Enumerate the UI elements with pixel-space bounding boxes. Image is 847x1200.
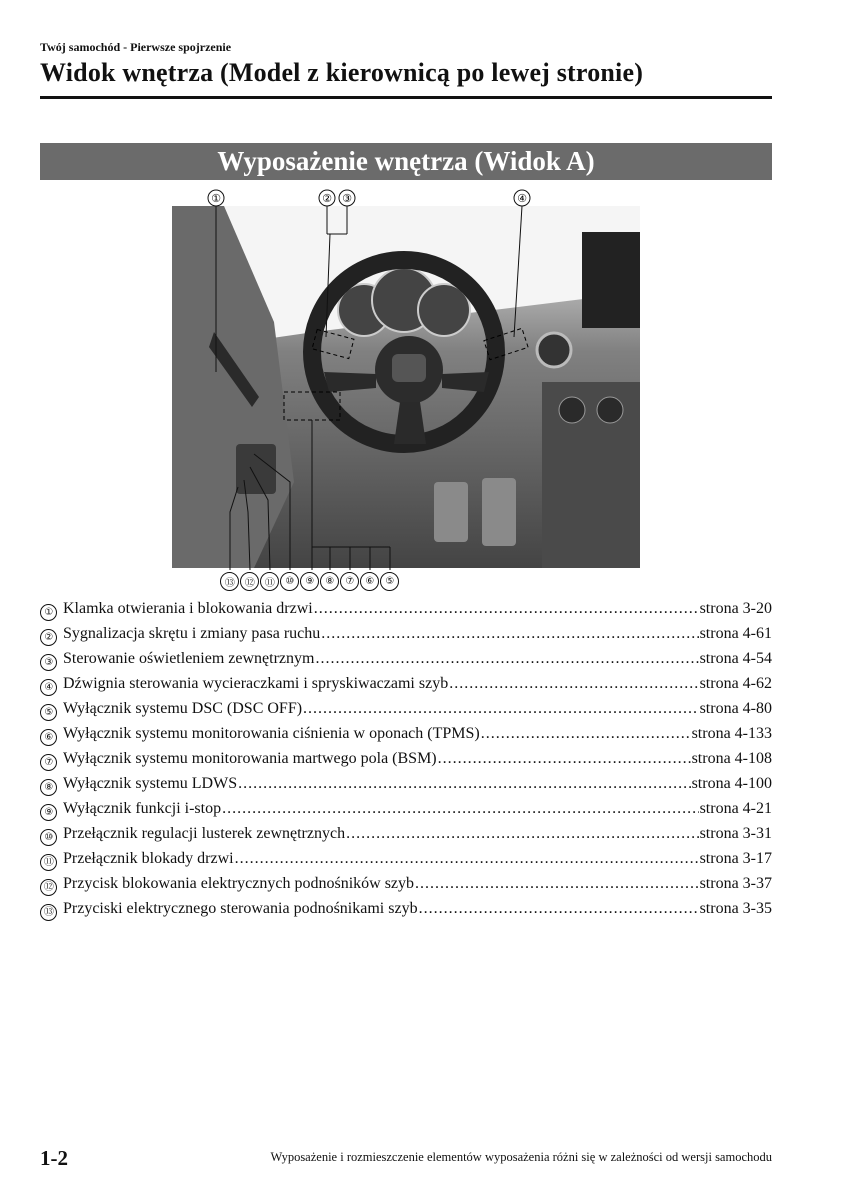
title-rule [40,96,772,99]
footer-note: Wyposażenie i rozmieszczenie elementów wyposażenia różni się w zależności od wersji samochodu [270,1150,772,1164]
item-number: ⑬ [40,904,57,921]
list-item [40,721,772,746]
page-reference: strona 3-20 [699,600,772,617]
pedal [434,482,468,542]
dot-leader [303,696,699,721]
page-reference: strona 4-100 [691,775,772,792]
list-item [40,646,772,671]
page-title: Widok wnętrza (Model z kierownicą po lewej stronie) [40,58,644,87]
page-reference: strona 3-17 [699,850,772,867]
dot-leader [222,796,698,821]
callout-9: ⑨ [300,572,319,591]
page-reference: strona 3-31 [699,825,772,842]
item-label: Przycisk blokowania elektrycznych podnośników szyb [63,875,415,892]
dot-leader [321,621,698,646]
item-number: ⑪ [40,854,57,871]
item-number: ⑫ [40,879,57,896]
steering-emblem [392,354,426,382]
list-item [40,771,772,796]
page-reference: strona 4-108 [691,750,772,767]
item-number: ③ [40,654,57,671]
svg-text:④: ④ [517,192,527,205]
dot-leader [235,846,699,871]
svg-text:②: ② [322,192,332,205]
item-label: Wyłącznik systemu monitorowania ciśnienia w oponach (TPMS) [63,725,480,742]
dot-leader [238,771,690,796]
page-reference: strona 4-54 [699,650,772,667]
pedal [482,478,516,546]
list-item [40,821,772,846]
infotainment-screen [582,232,640,328]
item-label: Przyciski elektrycznego sterowania podnośnikami szyb [63,900,418,917]
item-label: Klamka otwierania i blokowania drzwi [63,600,313,617]
air-vent [537,333,571,367]
callout-13: ⑬ [220,572,239,591]
item-number: ⑤ [40,704,57,721]
climate-knob-1 [559,397,585,423]
page-number: 1-2 [40,1146,68,1170]
list-item [40,596,772,621]
interior-illustration [164,182,646,594]
window-switch-panel [236,444,276,494]
dot-leader [449,671,698,696]
item-label: Wyłącznik systemu monitorowania martwego pola (BSM) [63,750,437,767]
callout-5: ⑤ [380,572,399,591]
dot-leader [438,746,691,771]
item-number: ⑨ [40,804,57,821]
dot-leader [419,896,699,921]
list-item [40,621,772,646]
list-item [40,671,772,696]
item-label: Przełącznik blokady drzwi [63,850,234,867]
item-number: ① [40,604,57,621]
callout-6: ⑥ [360,572,379,591]
list-item [40,746,772,771]
climate-knob-2 [597,397,623,423]
breadcrumb: Twój samochód - Pierwsze spojrzenie [40,40,232,54]
page-reference: strona 4-133 [691,725,772,742]
dot-leader [346,821,698,846]
item-list [40,596,772,921]
page-reference: strona 4-80 [699,700,772,717]
item-label: Wyłącznik systemu LDWS [63,775,238,792]
item-label: Sterowanie oświetleniem zewnętrznym [63,650,315,667]
bottom-callouts [220,570,399,589]
item-number: ⑦ [40,754,57,771]
page-reference: strona 4-21 [699,800,772,817]
item-number: ⑩ [40,829,57,846]
dot-leader [314,596,699,621]
dot-leader [415,871,699,896]
list-item [40,871,772,896]
svg-text:①: ① [211,192,221,205]
section-banner: Wyposażenie wnętrza (Widok A) [40,143,772,180]
item-number: ② [40,629,57,646]
item-number: ⑥ [40,729,57,746]
item-number: ⑧ [40,779,57,796]
list-item [40,846,772,871]
dot-leader [481,721,691,746]
page-reference: strona 3-37 [699,875,772,892]
item-label: Wyłącznik funkcji i-stop [63,800,222,817]
item-label: Przełącznik regulacji lusterek zewnętrznych [63,825,346,842]
item-number: ④ [40,679,57,696]
callout-11: ⑪ [260,572,279,591]
page-reference: strona 4-61 [699,625,772,642]
list-item [40,896,772,921]
center-console [542,382,640,568]
page-reference: strona 4-62 [699,675,772,692]
page-reference: strona 3-35 [699,900,772,917]
callout-8: ⑧ [320,572,339,591]
list-item [40,696,772,721]
item-label: Sygnalizacja skrętu i zmiany pasa ruchu [63,625,321,642]
callout-12: ⑫ [240,572,259,591]
dot-leader [315,646,698,671]
item-label: Wyłącznik systemu DSC (DSC OFF) [63,700,303,717]
list-item [40,796,772,821]
callout-10: ⑩ [280,572,299,591]
callout-7: ⑦ [340,572,359,591]
item-label: Dźwignia sterowania wycieraczkami i spryskiwaczami szyb [63,675,449,692]
svg-text:③: ③ [342,192,352,205]
